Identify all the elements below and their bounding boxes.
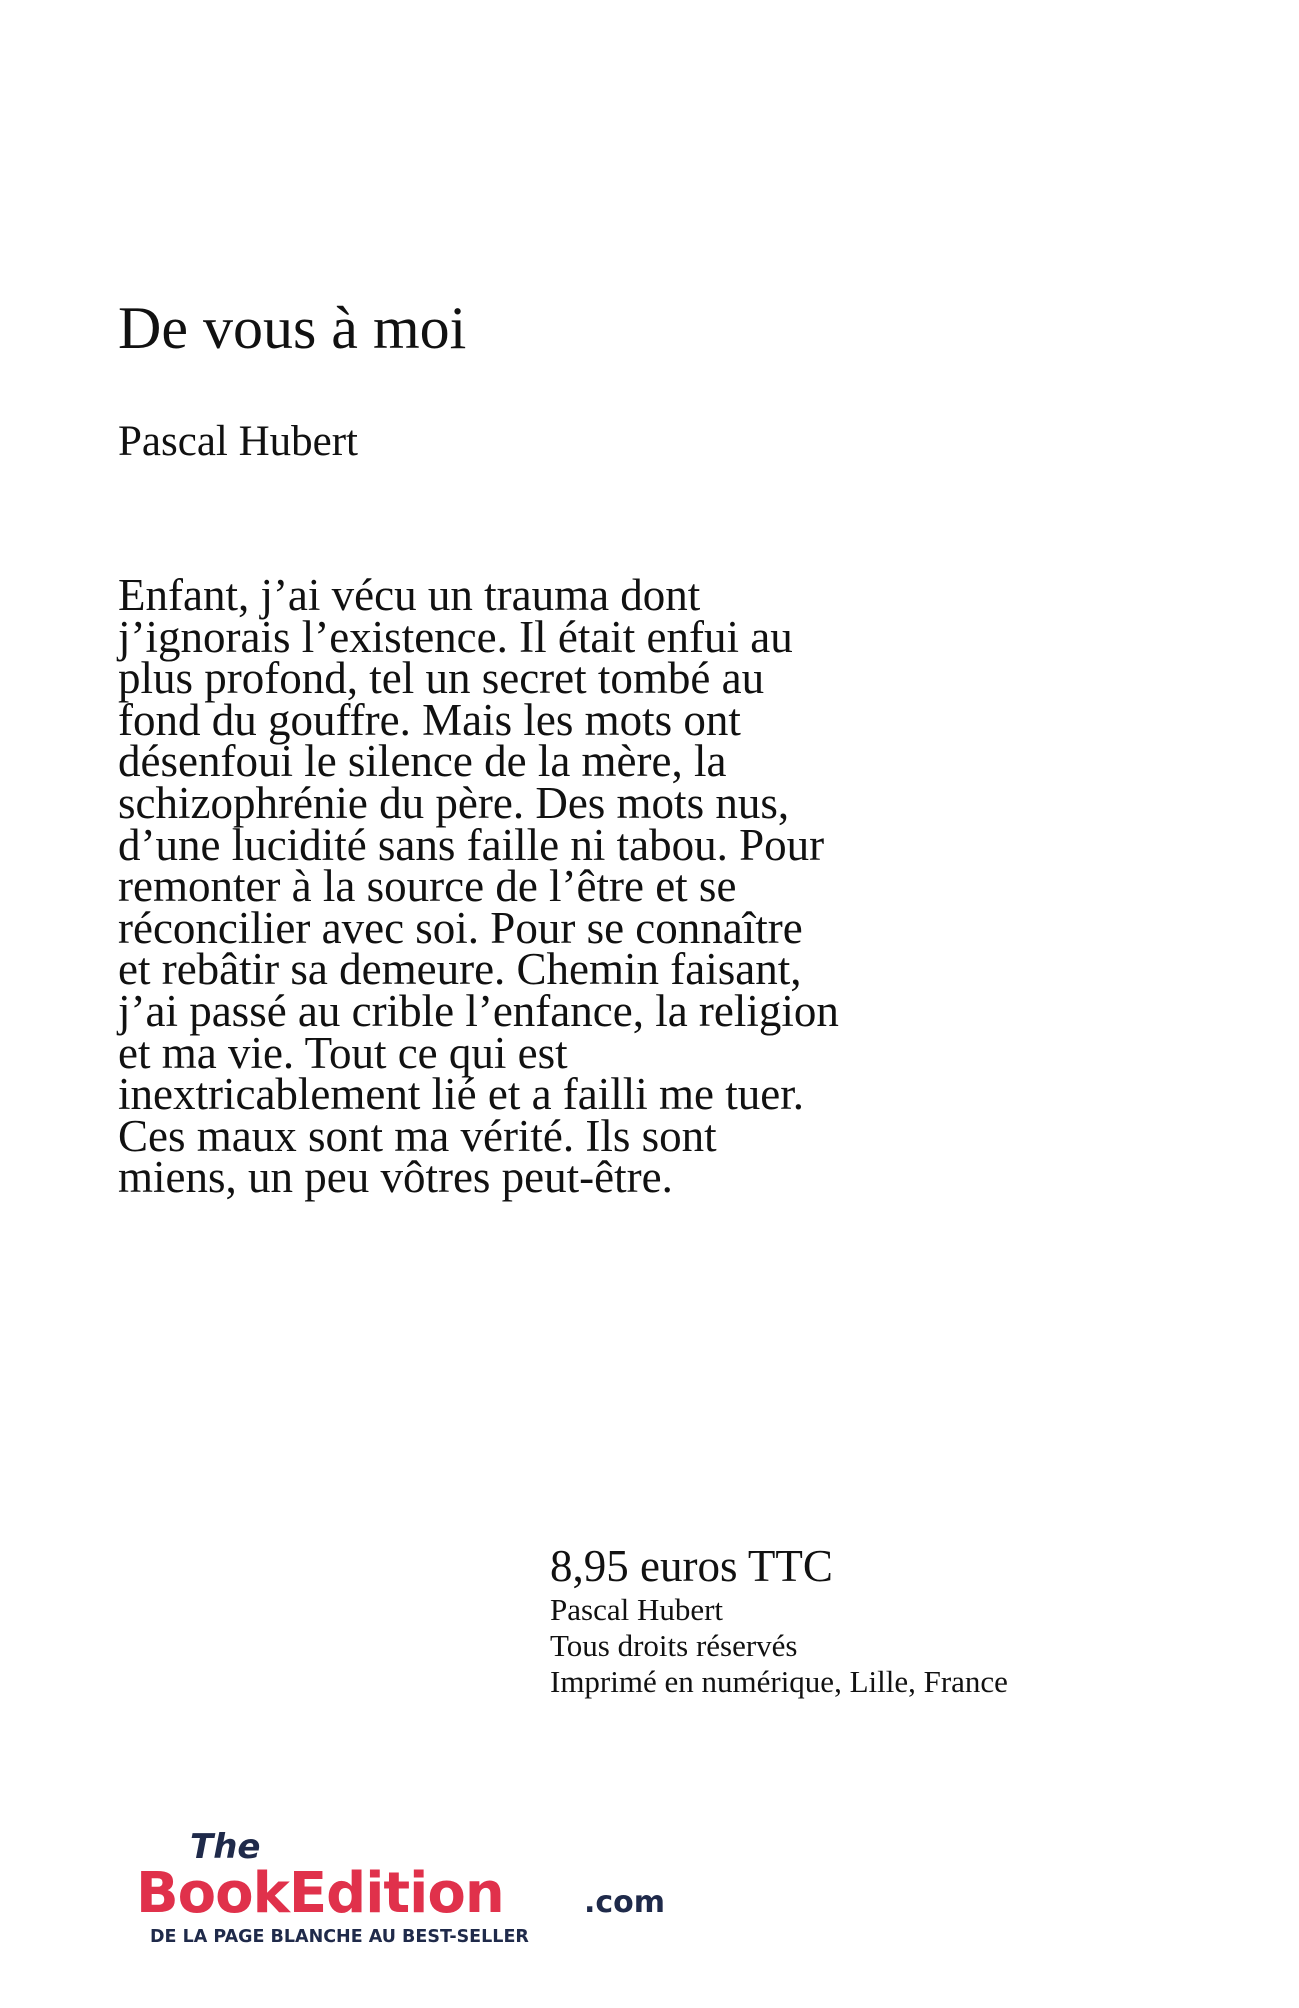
blurb-line: désenfoui le silence de la mère, la: [118, 736, 727, 787]
logo-the: The: [190, 1827, 261, 1867]
logo-tld: .com: [584, 1885, 666, 1920]
blurb-line: d’une lucidité sans faille ni tabou. Pour: [118, 819, 825, 870]
blurb-line: et ma vie. Tout ce qui est: [118, 1027, 568, 1078]
blurb-line: Ces maux sont ma vérité. Ils sont: [118, 1110, 717, 1161]
price: 8,95 euros TTC: [550, 1541, 833, 1591]
blurb-line: fond du gouffre. Mais les mots ont: [118, 694, 741, 745]
logo-tagline: DE LA PAGE BLANCHE AU BEST-SELLER: [150, 1927, 529, 1947]
book-author: Pascal Hubert: [118, 418, 359, 465]
blurb-line: schizophrénie du père. Des mots nus,: [118, 777, 790, 828]
blurb-line: miens, un peu vôtres peut-être.: [118, 1152, 673, 1203]
book-title: De vous à moi: [118, 295, 467, 361]
logo-brand: BookEdition: [136, 1861, 504, 1926]
blurb-line: Enfant, j’ai vécu un trauma dont: [118, 570, 701, 620]
blurb-line: plus profond, tel un secret tombé au: [118, 653, 765, 704]
printing-notice: Imprimé en numérique, Lille, France: [550, 1664, 1008, 1699]
blurb-line: et rebâtir sa demeure. Chemin faisant,: [118, 944, 802, 995]
blurb-line: j’ai passé au crible l’enfance, la religion: [118, 985, 839, 1036]
blurb-line: remonter à la source de l’être et se: [118, 861, 737, 912]
blurb-line: inextricablement lié et a failli me tuer.: [118, 1069, 804, 1120]
rights-notice: Tous droits réservés: [550, 1628, 798, 1663]
blurb-line: réconcilier avec soi. Pour se connaître: [118, 902, 803, 953]
blurb-line: j’ignorais l’existence. Il était enfui au: [118, 611, 793, 662]
book-blurb: [118, 570, 1018, 1203]
colophon-author: Pascal Hubert: [550, 1592, 724, 1627]
colophon: [550, 1540, 1008, 1700]
publisher-logo: [136, 1818, 696, 1948]
